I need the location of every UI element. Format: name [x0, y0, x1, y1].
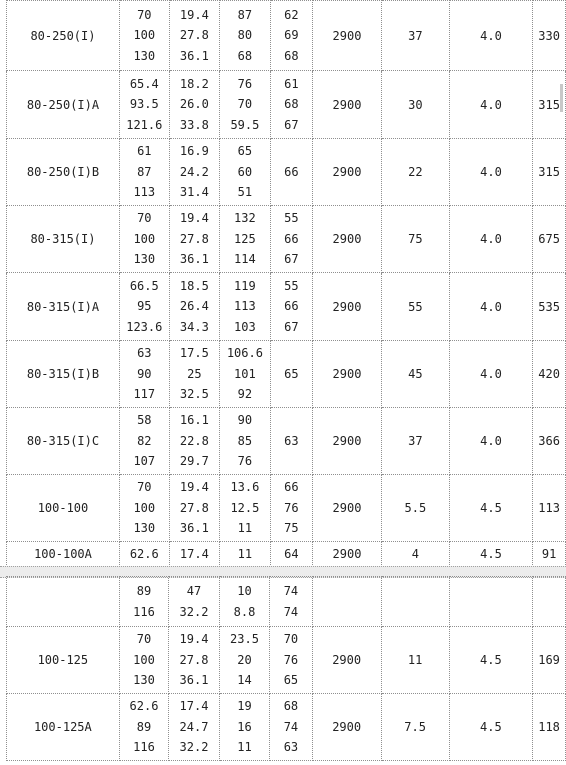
- cell-value: 68: [284, 48, 299, 63]
- cell-value: 68: [283, 699, 299, 714]
- cell-value: 95: [137, 299, 152, 314]
- efficiency-cell: [270, 542, 312, 567]
- weight-cell: 91: [533, 542, 566, 567]
- flow-cell: [119, 542, 169, 567]
- cell-value: 101: [234, 366, 256, 381]
- flow-cell: [119, 475, 169, 542]
- npsh-cell: 4.0: [449, 408, 532, 475]
- cell-value: 130: [133, 673, 155, 688]
- cell-value: 67: [284, 319, 299, 334]
- npsh-cell: 4.0: [449, 71, 532, 139]
- speed-cell: 2900: [313, 408, 382, 475]
- flow-ls-cell: [169, 694, 220, 761]
- cell-value: 65.4: [129, 76, 159, 91]
- cell-value: 100: [133, 652, 155, 667]
- cell-value: 74: [283, 604, 299, 619]
- cell-value: 68: [237, 48, 253, 63]
- efficiency-cell: [270, 273, 312, 341]
- head-cell: [220, 71, 271, 139]
- table-row: [7, 71, 566, 139]
- cell-value: 74: [283, 719, 299, 734]
- cell-value: 74: [283, 584, 299, 598]
- power-cell: 7.5: [381, 694, 449, 761]
- cell-value: 25: [187, 366, 202, 381]
- cell-value: 17.5: [179, 346, 209, 361]
- cell-value: 66: [284, 480, 299, 495]
- power-cell: 55: [381, 273, 449, 341]
- efficiency-cell: [270, 1, 312, 71]
- flow-ls-cell: [169, 139, 219, 206]
- cell-value: 117: [133, 387, 156, 402]
- speed-cell: 2900: [313, 139, 382, 206]
- model-cell: 80-315(I)C: [7, 408, 120, 475]
- cell-value: 24.7: [179, 719, 209, 734]
- cell-value: 27.8: [179, 28, 209, 43]
- cell-value: 106.6: [226, 346, 263, 361]
- efficiency-cell: [270, 71, 312, 139]
- flow-ls-cell: [169, 206, 219, 273]
- efficiency-cell: [270, 206, 312, 273]
- flow-cell: [119, 577, 169, 627]
- table-row: [7, 341, 566, 408]
- weight-cell: 330: [533, 1, 566, 71]
- cell-value: 76: [237, 76, 253, 91]
- cell-value: 70: [137, 480, 152, 495]
- cell-value: 87: [237, 7, 253, 22]
- cell-value: 70: [137, 211, 152, 226]
- table-row: [7, 408, 566, 475]
- cell-value: 13.6: [230, 480, 260, 495]
- cell-value: 123.6: [126, 319, 163, 334]
- cell-value: 63: [284, 433, 299, 448]
- head-cell: [220, 542, 271, 567]
- npsh-cell: [449, 577, 533, 627]
- weight-cell: 315: [533, 71, 566, 139]
- cell-value: 116: [133, 740, 155, 755]
- cell-value: 100: [133, 231, 156, 246]
- cell-value: 63: [283, 740, 299, 755]
- cell-value: 103: [234, 319, 256, 334]
- table-row: [7, 577, 566, 627]
- cell-value: 90: [237, 413, 253, 428]
- npsh-cell: 4.5: [449, 627, 533, 694]
- speed-cell: 2900: [313, 71, 382, 139]
- head-cell: [220, 139, 271, 206]
- cell-value: 24.2: [179, 164, 209, 179]
- weight-cell: 366: [533, 408, 566, 475]
- npsh-cell: 4.0: [449, 139, 532, 206]
- cell-value: 61: [284, 76, 299, 91]
- power-cell: 45: [381, 341, 449, 408]
- efficiency-cell: [270, 694, 312, 761]
- cell-value: 65: [283, 673, 299, 688]
- speed-cell: 2900: [313, 542, 382, 567]
- flow-ls-cell: [169, 627, 220, 694]
- efficiency-cell: [270, 577, 312, 627]
- npsh-cell: 4.5: [449, 542, 532, 567]
- cell-value: 33.8: [179, 117, 209, 132]
- power-cell: 4: [381, 542, 449, 567]
- speed-cell: 2900: [313, 341, 382, 408]
- cell-value: 59.5: [230, 117, 260, 132]
- pump-spec-table-lower: [6, 576, 566, 761]
- table-row: [7, 542, 566, 567]
- cell-value: 16.1: [179, 413, 209, 428]
- table-row: [7, 1, 566, 71]
- cell-value: 18.5: [179, 278, 209, 293]
- efficiency-cell: [270, 627, 312, 694]
- head-cell: [219, 694, 270, 761]
- weight-cell: 118: [533, 694, 566, 761]
- cell-value: 66.5: [129, 278, 159, 293]
- cell-value: 66: [284, 164, 299, 179]
- cell-value: 130: [133, 521, 156, 536]
- cell-value: 62.6: [129, 699, 159, 714]
- head-cell: [220, 273, 271, 341]
- cell-value: 32.5: [179, 387, 209, 402]
- cell-value: 76: [284, 500, 299, 515]
- cell-value: 121.6: [126, 117, 163, 132]
- npsh-cell: 4.5: [449, 475, 532, 542]
- table-row: [7, 139, 566, 206]
- model-cell: 100-100: [7, 475, 120, 542]
- cell-value: 76: [237, 454, 253, 469]
- head-cell: [220, 341, 271, 408]
- weight-cell: [533, 577, 566, 627]
- cell-value: 64: [284, 546, 299, 561]
- cell-value: 62: [284, 7, 299, 22]
- cell-value: 89: [136, 584, 152, 598]
- cell-value: 17.4: [179, 699, 209, 714]
- efficiency-cell: [270, 341, 312, 408]
- power-cell: 30: [381, 71, 449, 139]
- cell-value: 14: [237, 673, 252, 688]
- cell-value: 60: [237, 164, 253, 179]
- table-row: [7, 627, 566, 694]
- head-cell: [219, 627, 270, 694]
- head-cell: [220, 408, 271, 475]
- cell-value: 82: [137, 433, 152, 448]
- cell-value: 36.1: [179, 673, 209, 688]
- power-cell: 37: [381, 1, 449, 71]
- cell-value: 22.8: [179, 433, 209, 448]
- model-cell: 80-250(I): [7, 1, 120, 71]
- cell-value: 113: [234, 299, 256, 314]
- cell-value: 27.8: [179, 652, 209, 667]
- power-cell: 75: [381, 206, 449, 273]
- cell-value: 92: [237, 387, 253, 402]
- cell-value: 27.8: [179, 500, 209, 515]
- weight-cell: 535: [533, 273, 566, 341]
- npsh-cell: 4.0: [449, 1, 532, 71]
- speed-cell: 2900: [313, 206, 382, 273]
- weight-cell: 675: [533, 206, 566, 273]
- cell-value: 132: [234, 211, 256, 226]
- weight-cell: 420: [533, 341, 566, 408]
- cell-value: 65: [284, 366, 299, 381]
- cell-value: 20: [237, 652, 252, 667]
- cell-value: 107: [133, 454, 156, 469]
- cell-value: 66: [284, 231, 299, 246]
- cell-value: 55: [284, 278, 299, 293]
- efficiency-cell: [270, 139, 312, 206]
- flow-cell: [119, 1, 169, 71]
- cell-value: 89: [136, 719, 152, 734]
- cell-value: 119: [234, 278, 256, 293]
- scrollbar-thumb[interactable]: [560, 84, 563, 112]
- cell-value: 62.6: [129, 546, 159, 561]
- cell-value: 32.2: [179, 740, 209, 755]
- flow-ls-cell: [169, 542, 219, 567]
- flow-cell: [119, 139, 169, 206]
- flow-ls-cell: [169, 71, 219, 139]
- power-cell: 22: [381, 139, 449, 206]
- cell-value: 130: [133, 48, 156, 63]
- cell-value: 90: [137, 366, 152, 381]
- cell-value: 32.2: [179, 604, 209, 619]
- cell-value: 68: [284, 97, 299, 112]
- cell-value: 80: [237, 28, 253, 43]
- cell-value: 51: [237, 185, 253, 200]
- table-row: [7, 206, 566, 273]
- cell-value: 11: [237, 546, 253, 561]
- head-cell: [219, 577, 270, 627]
- flow-cell: [119, 71, 169, 139]
- model-cell: 80-315(I)A: [7, 273, 120, 341]
- cell-value: 55: [284, 211, 299, 226]
- cell-value: 29.7: [179, 454, 209, 469]
- cell-value: 11: [237, 521, 253, 536]
- efficiency-cell: [270, 475, 312, 542]
- power-cell: 37: [381, 408, 449, 475]
- head-cell: [220, 475, 271, 542]
- power-cell: 5.5: [381, 475, 449, 542]
- efficiency-cell: [270, 408, 312, 475]
- cell-value: 12.5: [230, 500, 260, 515]
- model-cell: 80-250(I)B: [7, 139, 120, 206]
- flow-cell: [119, 273, 169, 341]
- npsh-cell: 4.0: [449, 341, 532, 408]
- cell-value: 8.8: [233, 604, 256, 619]
- cell-value: 114: [234, 252, 256, 267]
- table-row: [7, 273, 566, 341]
- cell-value: 26.0: [179, 97, 209, 112]
- cell-value: 113: [133, 185, 156, 200]
- speed-cell: [312, 577, 381, 627]
- cell-value: 36.1: [179, 48, 209, 63]
- model-cell: 100-125: [7, 627, 120, 694]
- cell-value: 70: [283, 632, 299, 647]
- cell-value: 67: [284, 252, 299, 267]
- cell-value: 18.2: [179, 76, 209, 91]
- flow-cell: [119, 206, 169, 273]
- cell-value: 100: [133, 500, 156, 515]
- power-cell: [381, 577, 449, 627]
- model-cell: 80-315(I): [7, 206, 120, 273]
- flow-ls-cell: [169, 408, 219, 475]
- speed-cell: 2900: [312, 627, 381, 694]
- cell-value: 36.1: [179, 252, 209, 267]
- speed-cell: 2900: [313, 475, 382, 542]
- cell-value: 116: [133, 604, 155, 619]
- cell-value: 19.4: [179, 632, 209, 647]
- cell-value: 70: [137, 7, 152, 22]
- model-cell: 100-100A: [7, 542, 120, 567]
- pump-spec-table-upper: [6, 0, 566, 567]
- cell-value: 69: [284, 28, 299, 43]
- flow-ls-cell: [169, 475, 219, 542]
- cell-value: 75: [284, 521, 299, 536]
- model-cell: [7, 577, 120, 627]
- cell-value: 61: [137, 144, 152, 159]
- cell-value: 27.8: [179, 231, 209, 246]
- flow-ls-cell: [169, 577, 220, 627]
- model-cell: 80-315(I)B: [7, 341, 120, 408]
- cell-value: 93.5: [129, 97, 159, 112]
- flow-cell: [119, 408, 169, 475]
- cell-value: 16: [237, 719, 252, 734]
- cell-value: 76: [283, 652, 299, 667]
- cell-value: 63: [137, 346, 152, 361]
- cell-value: 58: [137, 413, 152, 428]
- flow-ls-cell: [169, 341, 219, 408]
- head-cell: [220, 1, 271, 71]
- model-cell: 100-125A: [7, 694, 120, 761]
- cell-value: 70: [237, 97, 253, 112]
- model-cell: 80-250(I)A: [7, 71, 120, 139]
- weight-cell: 315: [533, 139, 566, 206]
- cell-value: 87: [137, 164, 152, 179]
- cell-value: 36.1: [179, 521, 209, 536]
- table-row: [7, 694, 566, 761]
- npsh-cell: 4.5: [449, 694, 533, 761]
- cell-value: 10: [237, 584, 252, 598]
- cell-value: 17.4: [179, 546, 209, 561]
- flow-ls-cell: [169, 1, 219, 71]
- cell-value: 31.4: [179, 185, 209, 200]
- weight-cell: 169: [533, 627, 566, 694]
- cell-value: 16.9: [179, 144, 209, 159]
- cell-value: 47: [186, 584, 202, 598]
- table-row: [7, 475, 566, 542]
- cell-value: 125: [234, 231, 256, 246]
- cell-value: 19.4: [179, 480, 209, 495]
- cell-value: 85: [237, 433, 253, 448]
- head-cell: [220, 206, 271, 273]
- cell-value: 66: [284, 299, 299, 314]
- speed-cell: 2900: [312, 694, 381, 761]
- npsh-cell: 4.0: [449, 206, 532, 273]
- cell-value: 26.4: [179, 299, 209, 314]
- flow-cell: [119, 694, 169, 761]
- weight-cell: 113: [533, 475, 566, 542]
- cell-value: 19.4: [179, 7, 209, 22]
- speed-cell: 2900: [313, 273, 382, 341]
- flow-cell: [119, 627, 169, 694]
- cell-value: 11: [237, 740, 252, 755]
- speed-cell: 2900: [313, 1, 382, 71]
- cell-value: 65: [237, 144, 253, 159]
- cell-value: 130: [133, 252, 156, 267]
- cell-value: 67: [284, 117, 299, 132]
- cell-value: 19: [237, 699, 252, 714]
- npsh-cell: 4.0: [449, 273, 532, 341]
- cell-value: 70: [136, 632, 152, 647]
- power-cell: 11: [381, 627, 449, 694]
- cell-value: 19.4: [179, 211, 209, 226]
- cell-value: 100: [133, 28, 156, 43]
- flow-ls-cell: [169, 273, 219, 341]
- flow-cell: [119, 341, 169, 408]
- cell-value: 23.5: [230, 632, 259, 647]
- cell-value: 34.3: [179, 319, 209, 334]
